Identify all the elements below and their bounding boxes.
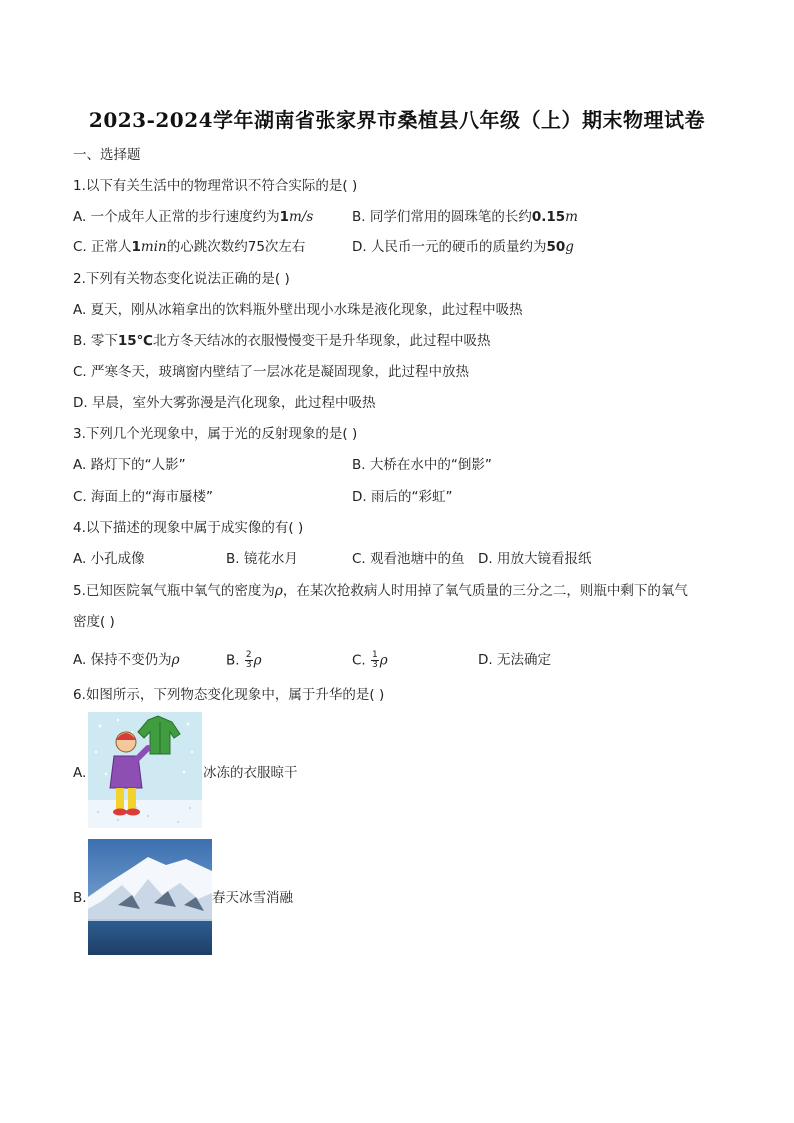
question-5-stem-line-2: 密度( ) bbox=[73, 614, 115, 630]
question-6-option-b-text: 春天冰雪消融 bbox=[212, 890, 293, 906]
question-2-option-d: D. 早晨，室外大雾弥漫是汽化现象，此过程中吸热 bbox=[73, 395, 376, 411]
question-3-option-a: A. 路灯下的“人影” bbox=[73, 457, 186, 473]
question-2-stem: 2.下列有关物态变化说法正确的是( ) bbox=[73, 271, 290, 287]
question-6-option-a-label: A. bbox=[73, 765, 87, 781]
question-5-option-a: A. 保持不变仍为ρ bbox=[73, 652, 180, 668]
question-6-option-a-text: 冰冻的衣服晾干 bbox=[203, 765, 298, 781]
fraction-one-third: $\frac{1}{3}$ bbox=[372, 650, 378, 670]
question-4-option-a: A. 小孔成像 bbox=[73, 551, 145, 567]
question-4-option-d: D. 用放大镜看报纸 bbox=[478, 551, 592, 567]
question-4-stem: 4.以下描述的现象中属于成实像的有( ) bbox=[73, 520, 304, 536]
question-3-option-d: D. 雨后的“彩虹” bbox=[352, 489, 453, 505]
section-heading: 一、选择题 bbox=[73, 147, 141, 163]
question-3-option-b: B. 大桥在水中的“倒影” bbox=[352, 457, 492, 473]
question-6-option-b-label: B. bbox=[73, 890, 87, 906]
question-5-stem-line-1: 5.已知医院氧气瓶中氧气的密度为ρ，在某次抢救病人时用掉了氧气质量的三分之二，则瓶中剩下的氧气 bbox=[73, 583, 688, 599]
question-2-option-a: A. 夏天，刚从冰箱拿出的饮料瓶外壁出现小水珠是液化现象，此过程中吸热 bbox=[73, 302, 523, 318]
frozen-clothes-drying-image bbox=[88, 712, 202, 828]
question-1-option-a: A. 一个成年人正常的步行速度约为1m/s bbox=[73, 209, 314, 225]
fraction-two-thirds: $\frac{2}{3}$ bbox=[245, 650, 252, 670]
question-1-option-d: D. 人民币一元的硬币的质量约为50g bbox=[352, 239, 574, 255]
question-4-option-b: B. 镜花水月 bbox=[226, 551, 298, 567]
question-1-stem: 1.以下有关生活中的物理常识不符合实际的是( ) bbox=[73, 178, 358, 194]
question-6-stem: 6.如图所示，下列物态变化现象中，属于升华的是( ) bbox=[73, 687, 385, 703]
question-2-option-b: B. 零下15℃北方冬天结冰的衣服慢慢变干是升华现象，此过程中吸热 bbox=[73, 333, 491, 349]
page-title: 2023-2024学年湖南省张家界市桑植县八年级（上）期末物理试卷 bbox=[88, 108, 706, 132]
question-3-option-c: C. 海面上的“海市蜃楼” bbox=[73, 489, 213, 505]
question-2-option-c: C. 严寒冬天，玻璃窗内壁结了一层冰花是凝固现象，此过程中放热 bbox=[73, 364, 470, 380]
question-5-option-c: C. $\frac{1}{3}$ ρ bbox=[352, 650, 388, 670]
melting-snow-mountain-image bbox=[88, 839, 212, 955]
question-5-option-b: B. $\frac{2}{3}$ ρ bbox=[226, 650, 262, 670]
question-3-stem: 3.下列几个光现象中，属于光的反射现象的是( ) bbox=[73, 426, 358, 442]
question-5-option-d: D. 无法确定 bbox=[478, 652, 551, 668]
question-1-option-b: B. 同学们常用的圆珠笔的长约0.15m bbox=[352, 209, 578, 225]
question-1-option-c: C. 正常人1min的心跳次数约75次左右 bbox=[73, 239, 306, 255]
question-4-option-c: C. 观看池塘中的鱼 bbox=[352, 551, 465, 567]
